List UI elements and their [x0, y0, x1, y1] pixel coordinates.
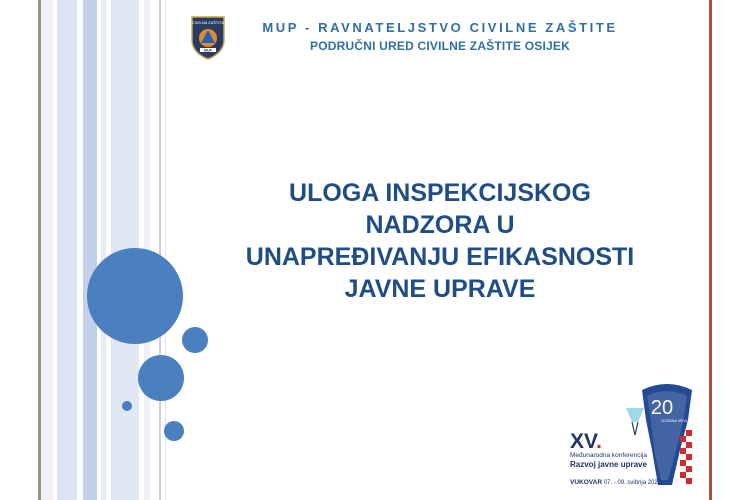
conference-name: Razvoj javne uprave — [570, 460, 647, 469]
header-ministry-line: MUP - RAVNATELJSTVO CIVILNE ZAŠTITE — [262, 20, 618, 35]
conference-city: VUKOVAR — [570, 479, 603, 486]
crest-top-text: CIVILNA ZAŠTITA — [191, 20, 225, 25]
right-edge-border — [709, 0, 712, 500]
conference-roman-number — [570, 432, 665, 452]
title-line: NADZORA U — [365, 211, 515, 239]
small-decorative-circle — [164, 421, 184, 441]
slide-title — [205, 177, 675, 305]
logo-number: 20 — [650, 397, 674, 419]
large-decorative-circle — [87, 248, 183, 344]
conference-subtitle: Međunarodna konferencija — [570, 452, 647, 459]
roman-dot: . — [596, 430, 602, 453]
conference-place — [570, 478, 665, 488]
conference-info — [570, 432, 665, 488]
title-line: ULOGA INSPEKCIJSKOG — [289, 179, 591, 207]
medium-decorative-circle — [138, 355, 184, 401]
civil-protection-crest-icon — [188, 14, 228, 60]
conference-dates: 07. - 09. svibnja 2025. — [603, 480, 663, 486]
small-decorative-circle — [122, 401, 132, 411]
crest-bottom-text: MUP — [204, 48, 212, 53]
header-office-line: PODRUČNI URED CIVILNE ZAŠTITE OSIJEK — [310, 39, 570, 53]
title-line: JAVNE UPRAVE — [344, 275, 536, 303]
roman-numeral: XV — [570, 430, 597, 453]
slide-header — [250, 20, 630, 53]
medium-decorative-circle — [182, 327, 208, 353]
logo-text: GODINA VEVU — [661, 418, 689, 423]
title-line: UNAPREĐIVANJU EFIKASNOSTI — [245, 243, 635, 271]
